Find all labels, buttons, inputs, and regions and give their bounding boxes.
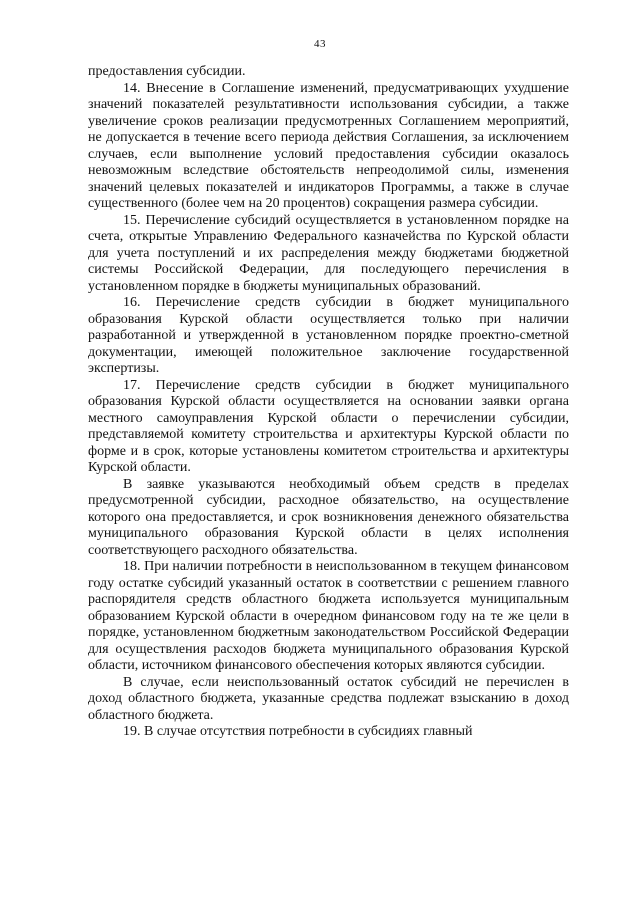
paragraph-item-15: 15. Перечисление субсидий осуществляется в установленном порядке на счета, открытые Управлению Федерального казначейства по Курской области для учета поступлений и их распределения между бюджетами бюджетной системы Российской Федерации, для последующего перечисления в установленном порядке в бюджеты муниципальных образований. (88, 212, 569, 294)
paragraph-item-14: 14. Внесение в Соглашение изменений, предусматривающих ухудшение значений показателей результативности использования субсидии, а также увеличение сроков реализации предусмотренных Соглашением мероприятий, не допускается в течение всего периода действия Соглашения, за исключением случаев, если выполнение условий предоставления субсидии оказалось невозможным вследствие обстоятельств непреодолимой силы, изменения значений целевых показателей и индикаторов Программы, а также в случае существенного (более чем на 20 процентов) сокращения размера субсидии. (88, 80, 569, 211)
paragraph-application-details: В заявке указываются необходимый объем средств в пределах предусмотренной субсидии, расходное обязательство, на осуществление которого она предоставляется, и срок возникновения денежного обязательства муниципального образования Курской области в целях исполнения соответствующего расходного обязательства. (88, 476, 569, 558)
paragraph-item-16: 16. Перечисление средств субсидии в бюджет муниципального образования Курской области осуществляется только при наличии разработанной и утвержденной в установленном порядке проектно-сметной документации, имеющей положительное заключение государственной экспертизы. (88, 295, 569, 376)
page-number: 43 (314, 38, 326, 50)
paragraph-unused-balance: В случае, если неиспользованный остаток субсидий не перечислен в доход областного бюджета, указанные средства подлежат взысканию в доход областного бюджета. (88, 674, 569, 723)
document-body (88, 64, 569, 741)
paragraph-continuation: предоставления субсидии. (88, 64, 246, 79)
paragraph-item-17: 17. Перечисление средств субсидии в бюджет муниципального образования Курской области осуществляется на основании заявки органа местного самоуправления Курской области о перечислении субсидии, представляемой комитету строительства и архитектуры Курской области по форме и в срок, которые установлены комитетом строительства и архитектуры Курской области. (88, 377, 569, 475)
paragraph-item-18: 18. При наличии потребности в неиспользованном в текущем финансовом году остатке субсидий указанный остаток в соответствии с решением главного распорядителя средств областного бюджета используется муниципальным образованием Курской области в очередном финансовом году на те же цели в порядке, установленном бюджетным законодательством Российской Федерации для осуществления расходов бюджета муниципального образования Курской области, источником финансового обеспечения которых являются субсидии. (88, 559, 569, 673)
paragraph-item-19: 19. В случае отсутствия потребности в субсидиях главный (123, 724, 473, 739)
